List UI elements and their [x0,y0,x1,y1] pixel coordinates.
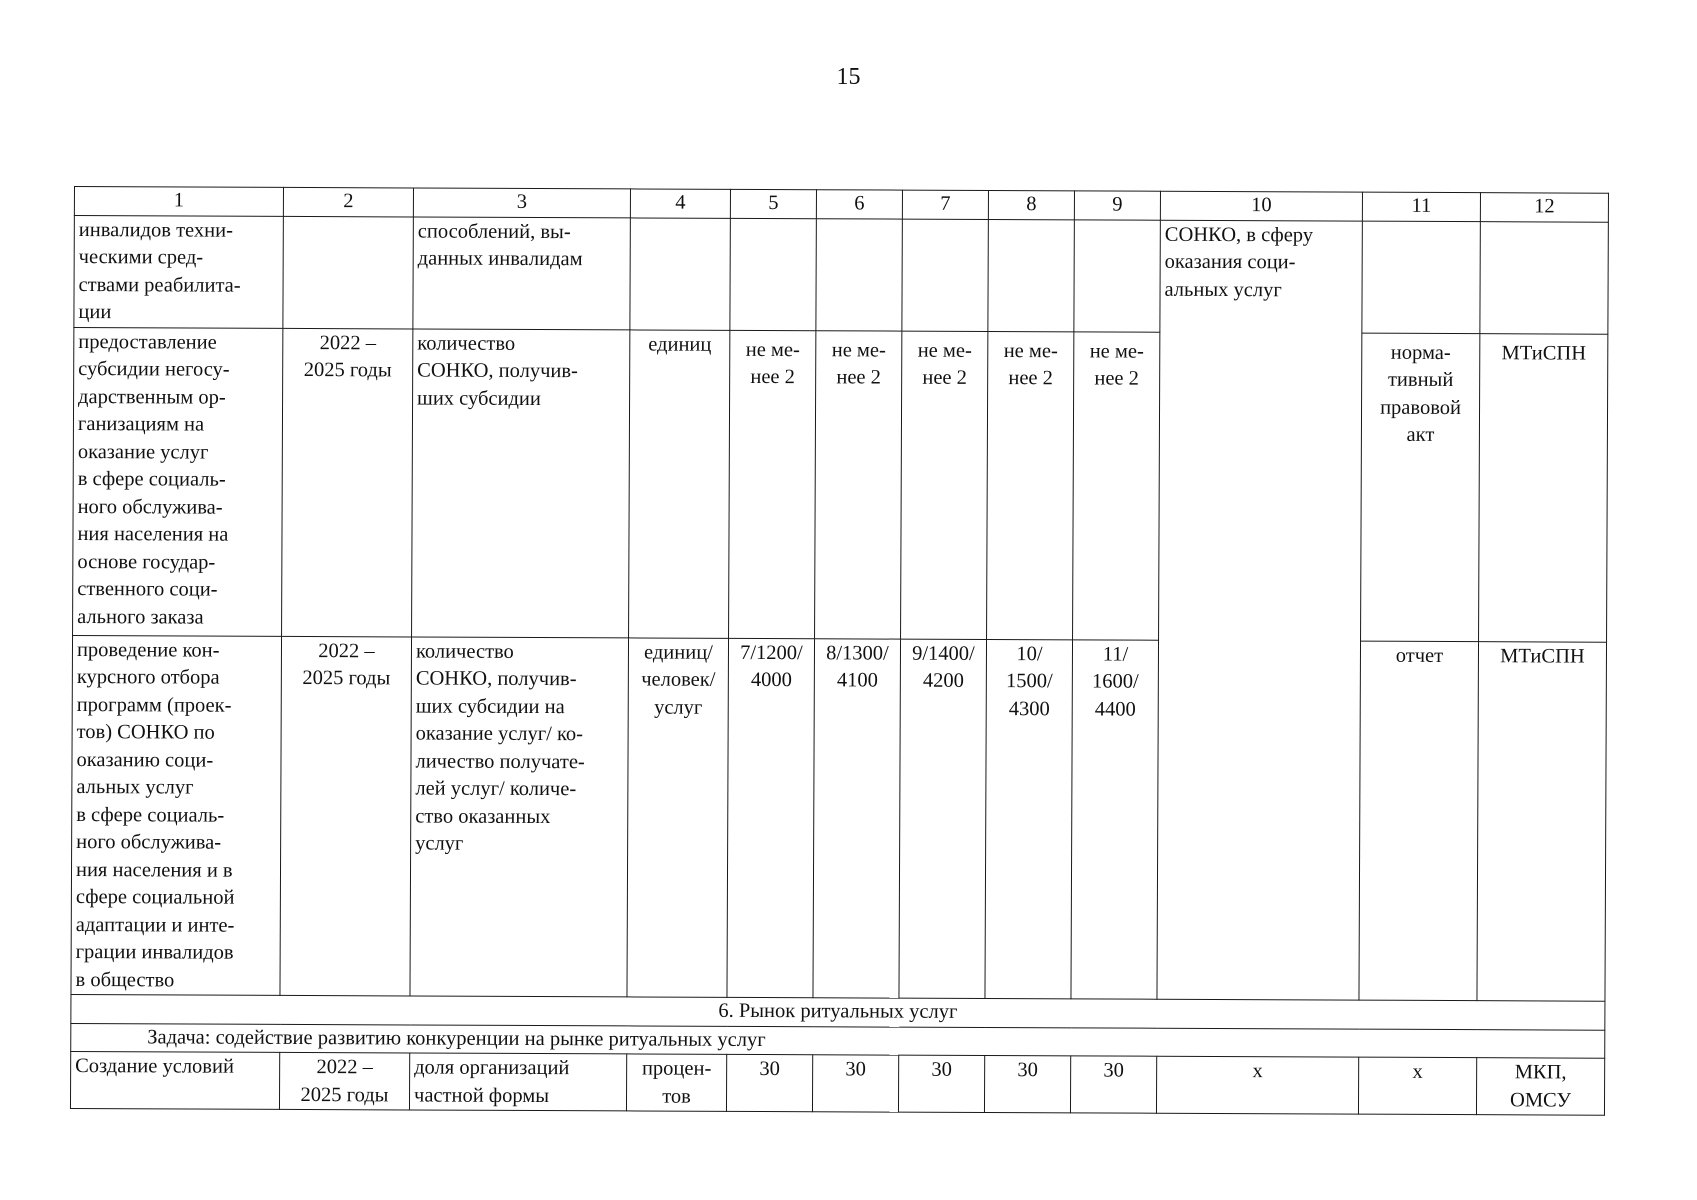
value-cell [816,218,902,330]
period-cell: 2022 – 2025 годы [280,636,412,996]
document-cell: отчет [1359,641,1479,1001]
col-number: 12 [1480,193,1608,222]
col-number: 6 [816,190,902,219]
indicator-cell: количество СОНКО, получив- ших субсидии [412,328,630,637]
table-row [71,635,1607,1001]
executor-cell [1480,221,1608,334]
measure-cell: Создание условий [70,1051,279,1109]
measure-cell: предоставление субсидии негосу- дарственным ор- ганизациям на оказание услуг в сфере социаль- ного обслужива- ния населения на основе государ- ственного соци- ального заказа [73,327,283,636]
page-number: 15 [836,64,861,90]
value-cell: 30 [1070,1056,1156,1113]
indicator-cell: способлений, вы- данных инвалидам [413,216,630,329]
col-number: 4 [630,189,730,218]
unit-cell: процен- тов [626,1054,726,1111]
col-number: 11 [1362,192,1480,221]
value-cell [902,219,988,331]
executor-cell: МКП, ОМСУ [1476,1058,1604,1116]
value-cell [988,219,1074,331]
value-cell: 30 [726,1054,812,1111]
indicators-table [70,186,1609,1116]
col-number: 10 [1160,191,1362,220]
value-cell: не ме- нее 2 [987,331,1074,639]
value-cell: 9/1400/ 4200 [899,639,987,999]
document-cell: норма- тивный правовой акт [1361,333,1480,642]
value-cell: 8/1300/ 4100 [813,638,901,998]
result-cell: СОНКО, в сферу оказания соци- альных услуг [1157,220,1362,1000]
value-cell: не ме- нее 2 [729,330,816,638]
col-number: 2 [283,187,413,216]
document-cell: x [1358,1057,1476,1115]
unit-cell: единиц/ человек/ услуг [627,637,729,997]
value-cell: 30 [812,1055,898,1112]
col-number: 8 [988,190,1074,219]
document-cell [1362,221,1480,334]
value-cell: 30 [984,1055,1070,1112]
measure-cell: проведение кон- курсного отбора программ (проек- тов) СОНКО по оказанию соци- альных услуг в сфере социаль- ного обслужива- ния населения и в сфере социальной адаптации и инте- грации инвалидов в общество [71,635,282,995]
table-row [74,215,1608,334]
col-number: 7 [902,190,988,219]
executor-cell: МТиСПН [1477,641,1607,1001]
period-cell: 2022 – 2025 годы [279,1052,409,1110]
indicator-cell: доля организаций частной формы [409,1053,626,1111]
measure-cell: инвалидов техни- ческими сред- ствами реабилита- ции [74,215,283,328]
value-cell: не ме- нее 2 [1073,331,1160,639]
period-cell [283,216,413,329]
result-cell: x [1156,1056,1358,1114]
indicator-cell: количество СОНКО, получив- ших субсидии на оказание услуг/ ко- личество получате- лей услуг/ количе- ство оказанных услуг [410,636,629,996]
value-cell: 30 [898,1055,984,1112]
executor-cell: МТиСПН [1479,333,1608,642]
unit-cell [630,217,730,329]
col-number: 5 [730,189,816,218]
section-title: 6. Рынок ритуальных услуг [71,994,1605,1029]
table-row [73,327,1608,642]
col-number: 9 [1074,191,1160,220]
col-number: 3 [413,188,630,217]
task-text: Задача: содействие развитию конкуренции на рынке ритуальных услуг [71,1023,1605,1058]
value-cell: не ме- нее 2 [815,330,902,638]
value-cell [730,218,816,330]
col-number: 1 [74,187,283,216]
value-cell: 10/ 1500/ 4300 [985,639,1073,999]
value-cell: 7/1200/ 4000 [727,638,815,998]
value-cell: не ме- нее 2 [901,331,988,639]
table-row [70,1051,1604,1115]
value-cell: 11/ 1600/ 4400 [1071,639,1159,999]
value-cell [1074,219,1160,331]
period-cell: 2022 – 2025 годы [282,328,413,637]
unit-cell: единиц [629,329,730,637]
